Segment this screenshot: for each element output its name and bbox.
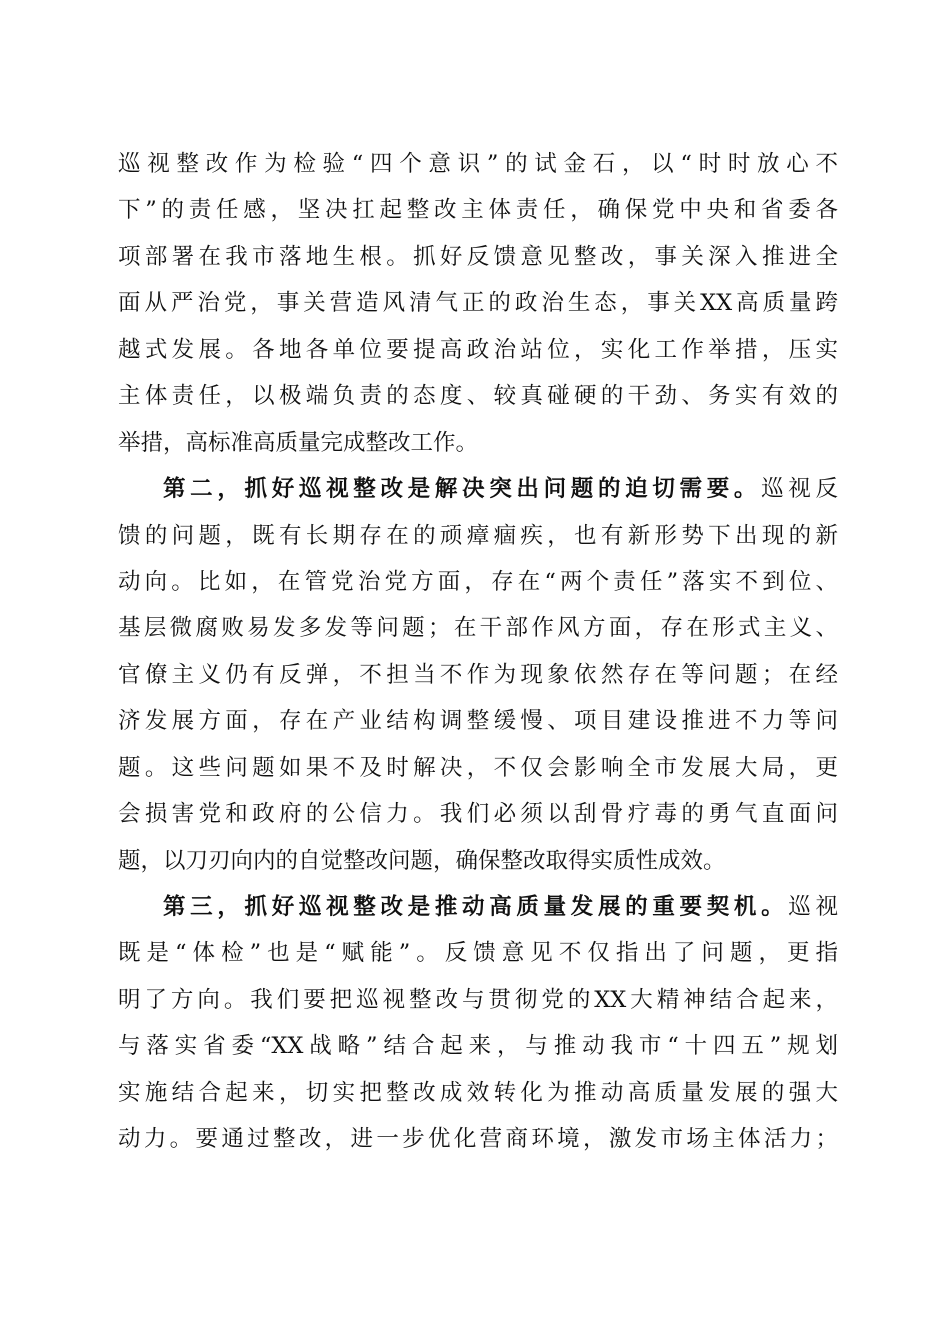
text-line: 馈的问题，既有长期存在的顽瘴痼疾，也有新形势下出现的新 <box>118 522 838 549</box>
text-line: 题。这些问题如果不及时解决，不仅会影响全市发展大局，更 <box>118 754 838 781</box>
text-line: 面从严治党，事关营造风清气正的政治生态，事关XX高质量跨 <box>118 290 838 317</box>
text-line: 与落实省委“XX战略”结合起来，与推动我市“十四五”规划 <box>118 1033 838 1060</box>
text-line <box>118 466 838 512</box>
paragraph <box>118 141 838 466</box>
paragraph <box>118 884 838 1163</box>
text-line: 实施结合起来，切实把整改成效转化为推动高质量发展的强大 <box>118 1079 838 1106</box>
text-line: 官僚主义仍有反弹，不担当不作为现象依然存在等问题；在经 <box>118 661 838 688</box>
text-run: 巡视 <box>788 894 838 920</box>
text-line: 济发展方面，存在产业结构调整缓慢、项目建设推进不力等问 <box>118 708 838 735</box>
text-line: 举措，高标准高质量完成整改工作。 <box>118 429 479 456</box>
text-line: 动向。比如，在管党治党方面，存在“两个责任”落实不到位、 <box>118 568 838 595</box>
text-line: 题，以刀刃向内的自觉整改问题，确保整改取得实质性成效。 <box>118 847 726 874</box>
document-body <box>118 141 838 1163</box>
text-line: 动力。要通过整改，进一步优化营商环境，激发市场主体活力； <box>118 1126 838 1153</box>
text-line <box>118 884 838 930</box>
paragraph-lead: 第三，抓好巡视整改是推动高质量发展的重要契机。 <box>163 894 789 920</box>
paragraph-lead: 第二，抓好巡视整改是解决突出问题的迫切需要。 <box>163 476 762 503</box>
text-line: 下”的责任感，坚决扛起整改主体责任，确保党中央和省委各 <box>118 197 838 224</box>
text-line: 会损害党和政府的公信力。我们必须以刮骨疗毒的勇气直面问 <box>118 801 838 828</box>
text-line: 既是“体检”也是“赋能”。反馈意见不仅指出了问题，更指 <box>118 940 838 967</box>
text-line: 项部署在我市落地生根。抓好反馈意见整改，事关深入推进全 <box>118 243 838 270</box>
text-line: 越式发展。各地各单位要提高政治站位，实化工作举措，压实 <box>118 336 838 363</box>
text-line: 巡视整改作为检验“四个意识”的试金石，以“时时放心不 <box>118 151 838 177</box>
text-line: 基层微腐败易发多发等问题；在干部作风方面，存在形式主义、 <box>118 615 838 642</box>
text-line: 明了方向。我们要把巡视整改与贯彻党的XX大精神结合起来， <box>118 986 838 1013</box>
text-line: 主体责任，以极端负责的态度、较真碰硬的干劲、务实有效的 <box>118 383 838 410</box>
text-run: 巡视反 <box>761 476 838 503</box>
paragraph <box>118 466 838 884</box>
